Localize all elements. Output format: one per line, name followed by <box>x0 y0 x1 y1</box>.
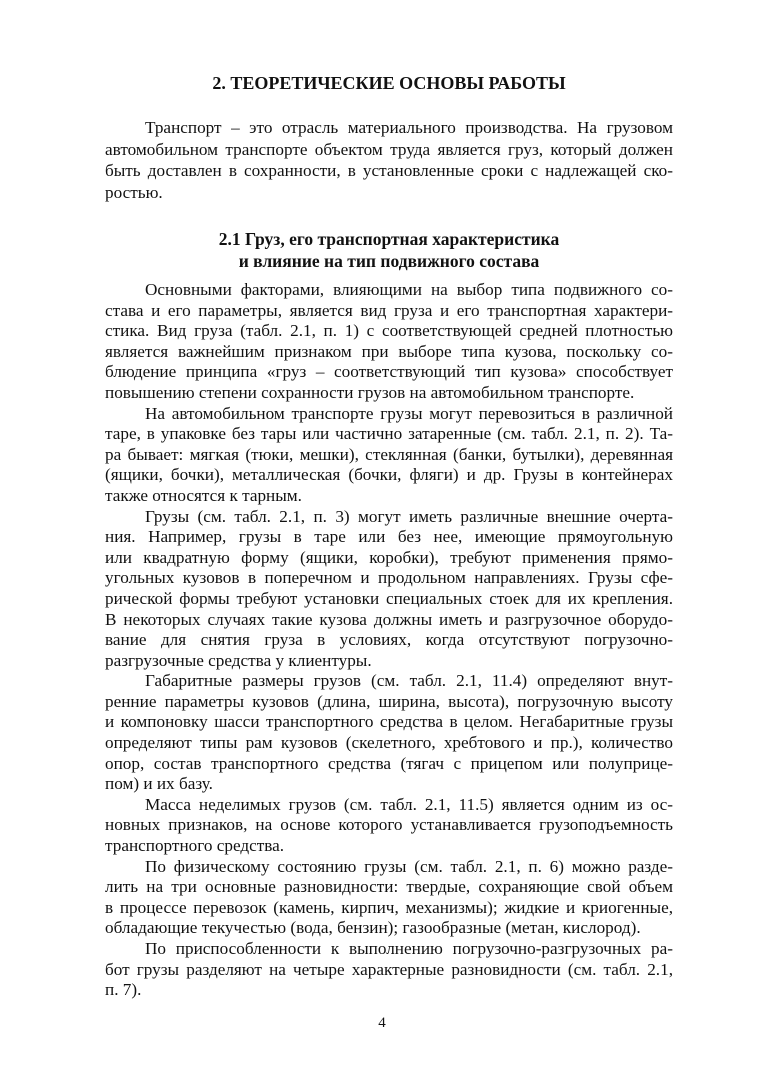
text-line: опор, состав транспортного средства (тягач с прицепом или полуприце- <box>105 753 673 773</box>
text-line: (ящики, бочки), металлическая (бочки, фляги) и др. Грузы в контейнерах <box>105 465 673 485</box>
text-line: рической формы требуют установки специальных стоек для их крепления. <box>105 588 673 608</box>
text-line: пом) и их базу. <box>105 774 213 794</box>
text-line: п. 7). <box>105 980 142 1000</box>
subsection-title-line: 2.1 Груз, его транспортная характеристика <box>218 229 560 249</box>
text-line: также относятся к тарным. <box>105 485 302 505</box>
paragraph <box>105 857 673 939</box>
text-line: В некоторых случаях такие кузова должны иметь и разгрузочное оборудо- <box>105 609 673 629</box>
text-line: и компоновку шасси транспортного средства в целом. Негабаритные грузы <box>105 712 673 732</box>
text-line: блюдение принципа «груз – соответствующий тип кузова» способствует <box>105 362 673 382</box>
text-line: или квадратную форму (ящики, коробки), требуют применения прямо- <box>105 547 673 567</box>
intro-paragraph <box>105 117 673 203</box>
text-line: ростью. <box>105 182 163 202</box>
text-line: Грузы (см. табл. 2.1, п. 3) могут иметь различные внешние очерта- <box>145 506 673 526</box>
text-line: бот грузы разделяют на четыре характерные разновидности (см. табл. 2.1, <box>105 959 673 979</box>
text-line: новных признаков, на основе которого устанавливается грузоподъемность <box>105 815 673 835</box>
text-line: является важнейшим признаком при выборе типа кузова, поскольку со- <box>105 341 673 361</box>
paragraph <box>105 280 673 404</box>
subsection-title <box>105 228 673 272</box>
text-line: По приспособленности к выполнению погрузочно-разгрузочных ра- <box>145 939 673 958</box>
paragraph <box>105 507 673 672</box>
text-line: определяют типы рам кузовов (скелетного, хребтового и пр.), количество <box>105 733 673 753</box>
paragraph <box>105 939 673 1001</box>
text-line: става и его параметры, является вид груза и его транспортная характери- <box>105 300 673 320</box>
text-line: Основными факторами, влияющими на выбор типа подвижного со- <box>145 280 673 299</box>
text-line: Транспорт – это отрасль материального производства. На грузовом <box>145 118 673 137</box>
text-line: транспортного средства. <box>105 836 285 856</box>
text-line: Масса неделимых грузов (см. табл. 2.1, 11.5) является одним из ос- <box>145 794 673 814</box>
text-line: повышению степени сохранности грузов на автомобильном транспорте. <box>105 382 635 402</box>
paragraph <box>105 404 673 507</box>
text-line: в процессе перевозок (камень, кирпич, механизмы); жидкие и криогенные, <box>105 897 673 917</box>
text-line: угольных кузовов в поперечном и продольном направлениях. Грузы сфе- <box>105 568 673 588</box>
text-line: разгрузочные средства у клиентуры. <box>105 650 372 670</box>
text-line: стика. Вид груза (табл. 2.1, п. 1) с соответствующей средней плотностью <box>105 321 673 341</box>
paragraph <box>105 795 673 857</box>
text-line: обладающие текучестью (вода, бензин); газообразные (метан, кислород). <box>105 918 641 938</box>
text-line: Габаритные размеры грузов (см. табл. 2.1, 11.4) определяют внут- <box>145 671 673 691</box>
page-number: 4 <box>378 1015 386 1031</box>
body-text <box>105 280 673 1001</box>
text-line: ра бывает: мягкая (тюки, мешки), стеклянная (банки, бутылки), деревянная <box>105 444 673 464</box>
text-line: автомобильном транспорте объектом труда является груз, который должен <box>105 139 673 159</box>
text-line: лить на три основные разновидности: твердые, сохраняющие свой объем <box>105 877 673 897</box>
text-line: таре, в упаковке без тары или частично затаренные (см. табл. 2.1, п. 2). Та- <box>105 424 673 444</box>
text-line: ния. Например, грузы в таре или без нее, имеющие прямоугольную <box>105 527 673 547</box>
text-line: На автомобильном транспорте грузы могут перевозиться в различной <box>145 403 673 423</box>
text-line: ренние параметры кузовов (длина, ширина, высота), погрузочную высоту <box>105 691 673 711</box>
text-line: По физическому состоянию грузы (см. табл. 2.1, п. 6) можно разде- <box>145 856 673 876</box>
paragraph <box>105 671 673 795</box>
section-title: 2. ТЕОРЕТИЧЕСКИЕ ОСНОВЫ РАБОТЫ <box>212 73 566 93</box>
text-line: вание для снятия груза в условиях, когда отсутствуют погрузочно- <box>105 630 673 650</box>
subsection-title-line: и влияние на тип подвижного состава <box>238 251 540 271</box>
text-line: быть доставлен в сохранности, в установленные сроки с надлежащей ско- <box>105 161 673 180</box>
